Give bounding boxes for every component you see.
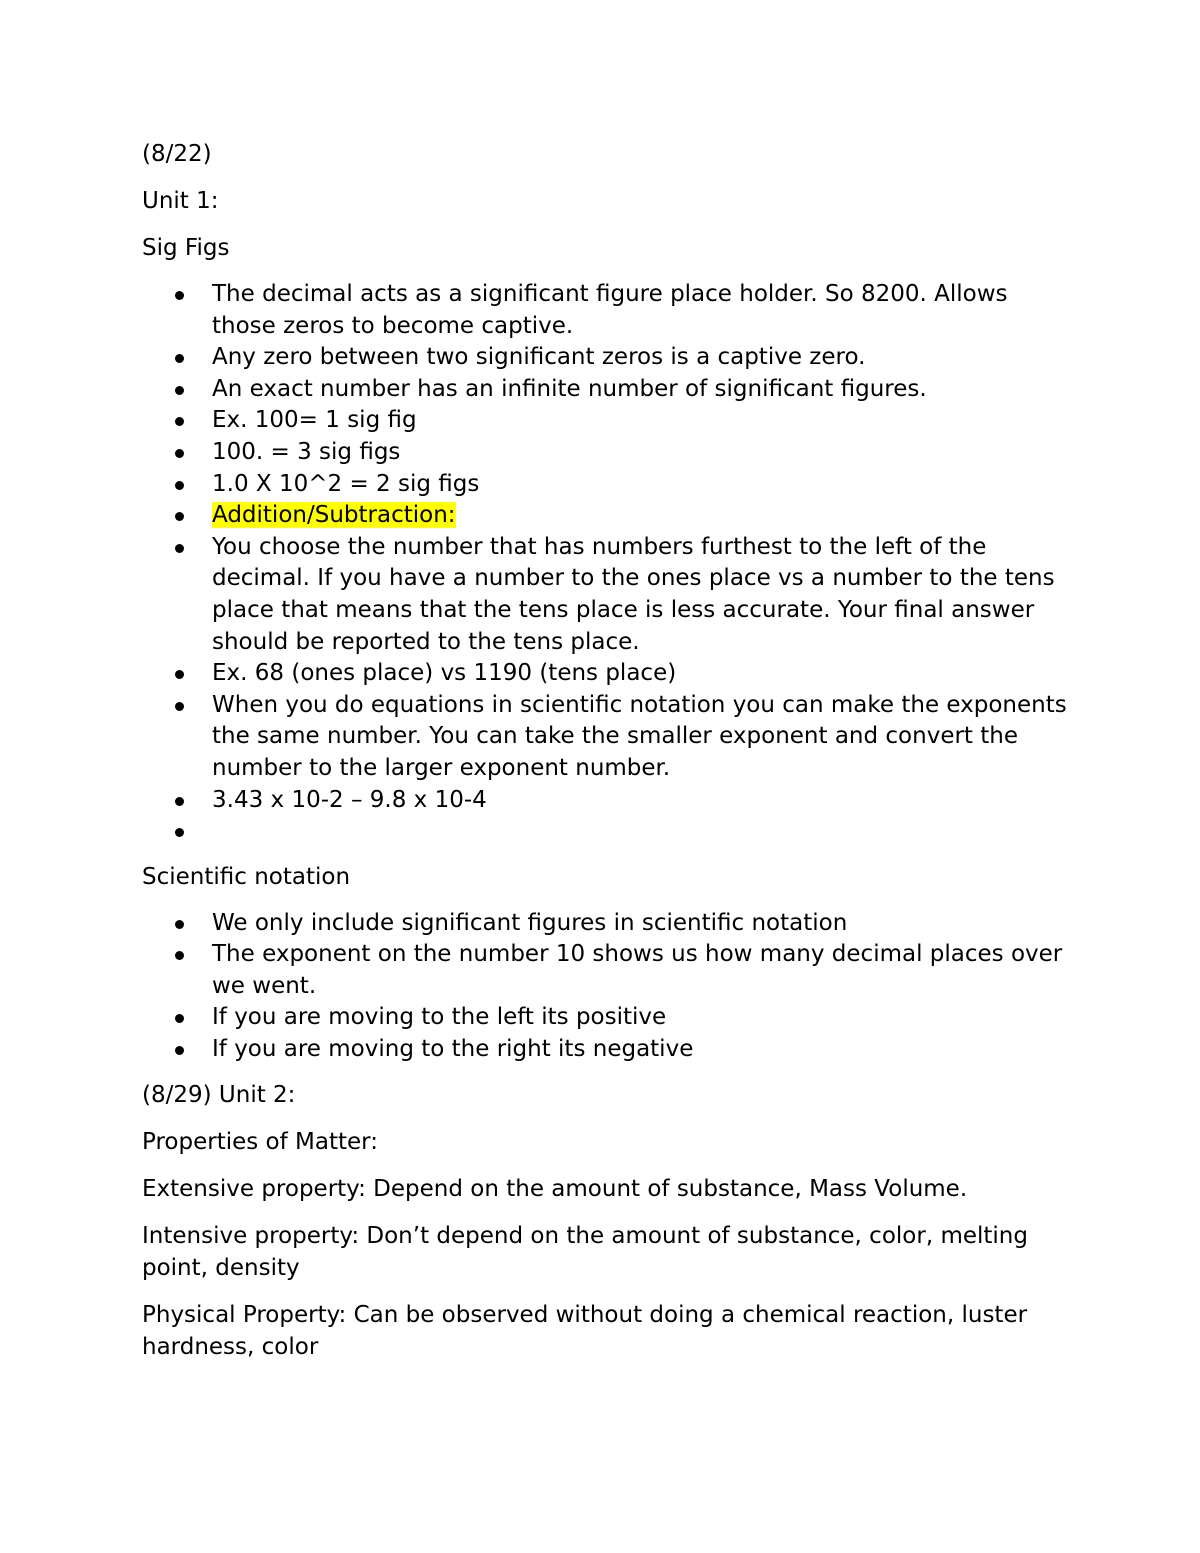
unit-2-heading: (8/29) Unit 2:: [142, 1081, 296, 1108]
list-item: Ex. 68 (ones place) vs 1190 (tens place): [142, 658, 1072, 690]
scientific-notation-heading: Scientific notation: [142, 863, 351, 890]
bullet-icon: [175, 544, 184, 553]
list-item: The decimal acts as a significant figure place holder. So 8200. Allows those zeros to become captive.: [142, 279, 1072, 342]
bullet-icon: [175, 417, 184, 426]
bullet-icon: [175, 386, 184, 395]
bullet-icon: [175, 449, 184, 458]
bullet-icon: [175, 920, 184, 929]
properties-of-matter-heading: Properties of Matter:: [142, 1128, 378, 1155]
bullet-icon: [175, 670, 184, 679]
bullet-icon: [175, 702, 184, 711]
list-item: When you do equations in scientific notation you can make the exponents the same number. You can take the smaller exponent and convert the number to the larger exponent number.: [142, 690, 1072, 785]
list-item: Any zero between two significant zeros is a captive zero.: [142, 342, 1072, 374]
document-body: [142, 138, 1072, 1378]
extensive-property: Extensive property: Depend on the amount of substance, Mass Volume.: [142, 1175, 968, 1202]
date-8-22: (8/22): [142, 141, 212, 167]
list-item: 100. = 3 sig figs: [142, 437, 1072, 469]
list-item: If you are moving to the right its negative: [142, 1034, 1072, 1066]
bullet-icon: [175, 828, 184, 837]
scientific-notation-list: [142, 908, 1072, 1066]
list-item: We only include significant figures in scientific notation: [142, 908, 1072, 940]
bullet-icon: [175, 1046, 184, 1055]
bullet-icon: [175, 951, 184, 960]
unit-1-heading: Unit 1:: [142, 188, 219, 214]
list-item: 3.43 x 10-2 – 9.8 x 10-4: [142, 785, 1072, 817]
list-item: An exact number has an infinite number of significant figures.: [142, 374, 1072, 406]
list-item: The exponent on the number 10 shows us how many decimal places over we went.: [142, 939, 1072, 1002]
list-item: [142, 500, 1072, 532]
bullet-icon: [175, 481, 184, 490]
bullet-icon: [175, 354, 184, 363]
list-item-empty: [142, 816, 1072, 848]
bullet-icon: [175, 1014, 184, 1023]
list-item: You choose the number that has numbers furthest to the left of the decimal. If you have a number to the ones place vs a number to the tens place that means that the tens place is less accurate. Your final answer should be reported to the tens place.: [142, 532, 1072, 658]
sig-figs-heading: Sig Figs: [142, 235, 230, 261]
list-item: Ex. 100= 1 sig fig: [142, 405, 1072, 437]
intensive-property: Intensive property: Don’t depend on the amount of substance, color, melting point, density: [142, 1222, 1028, 1281]
bullet-icon: [175, 291, 184, 300]
bullet-icon: [175, 512, 184, 521]
physical-property: Physical Property: Can be observed without doing a chemical reaction, luster hardness, color: [142, 1301, 1028, 1360]
list-item: If you are moving to the left its positive: [142, 1002, 1072, 1034]
bullet-icon: [175, 797, 184, 806]
list-item: 1.0 X 10^2 = 2 sig figs: [142, 469, 1072, 501]
sig-figs-list: [142, 279, 1072, 848]
highlighted-text: Addition/Subtraction:: [212, 502, 456, 529]
